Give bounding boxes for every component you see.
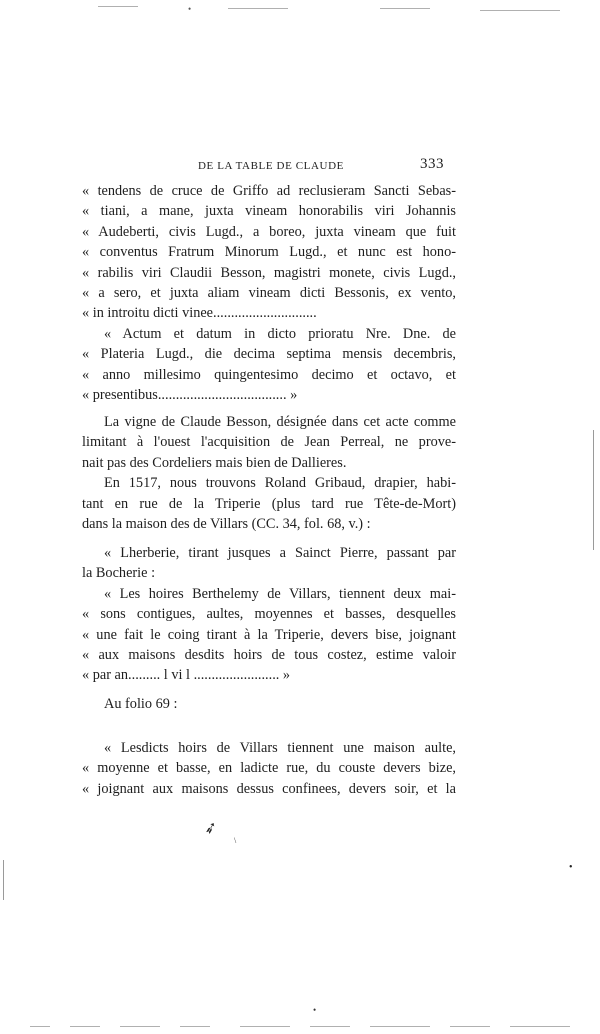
text-line: « a sero, et juxta aliam vineam dicti Bessonis, ex vento, (82, 284, 456, 301)
page-edge-line (593, 430, 594, 550)
text-line: « par an......... l vi l ........................ » (82, 667, 291, 684)
text-line: « Plateria Lugd., die decima septima mensis decembris, (82, 346, 456, 363)
text-line: « sons contigues, aultes, moyennes et basses, desquelles (82, 606, 456, 623)
bottom-rule-fragment (120, 1026, 160, 1027)
top-rule-fragment (98, 6, 138, 7)
bottom-rule-fragment (180, 1026, 210, 1027)
text-line: « joignant aux maisons dessus confinees, devers soir, et la (82, 780, 456, 797)
page-edge-line (3, 860, 4, 900)
page-number: 333 (420, 156, 444, 172)
text-line: « Lesdicts hoirs de Villars tiennent une maison aulte, (104, 740, 456, 756)
text-line: « Audeberti, civis Lugd., a boreo, juxta vineam que fuit (82, 223, 456, 240)
speck-mark: • (569, 862, 573, 873)
text-line: nait pas des Cordeliers mais bien de Dallieres. (82, 454, 347, 471)
text-line: « moyenne et basse, en ladicte rue, du couste devers bize, (82, 760, 456, 777)
text-line: la Bocherie : (82, 565, 156, 582)
text-line: « anno millesimo quingentesimo decimo et octavo, et (82, 366, 456, 383)
text-line: dans la maison des de Villars (CC. 34, fol. 68, v.) : (82, 515, 371, 532)
bottom-rule-fragment (70, 1026, 100, 1027)
register-quotation (82, 543, 456, 686)
text-line: La vigne de Claude Besson, désignée dans cet acte comme (104, 414, 456, 430)
bottom-rule-fragment (510, 1026, 570, 1027)
bottom-rule-fragment (370, 1026, 430, 1027)
text-line: « aux maisons desdits hoirs de tous costez, estime valoir (82, 646, 456, 663)
text-line: « in introitu dicti vinee............................. (82, 305, 317, 322)
charter-quotation (82, 181, 456, 405)
top-rule-fragment (480, 10, 560, 11)
text-line: « tiani, a mane, juxta vineam honorabilis viri Johannis (82, 203, 456, 220)
speck-mark: • (313, 1005, 317, 1015)
folio-reference (82, 694, 456, 714)
running-title: DE LA TABLE DE CLAUDE (198, 160, 344, 172)
text-line: « tendens de cruce de Griffo ad reclusieram Sancti Sebas- (82, 183, 456, 199)
speck-mark: \ (234, 836, 237, 845)
speck-mark: • (188, 4, 192, 14)
final-quotation (82, 738, 456, 799)
bottom-rule-fragment (240, 1026, 290, 1027)
text-line: En 1517, nous trouvons Roland Gribaud, drapier, habi- (104, 475, 456, 492)
text-line: « conventus Fratrum Minorum Lugd., et nunc est hono- (82, 244, 456, 261)
text-line: « presentibus.................................... » (82, 386, 298, 403)
text-line: tant en rue de la Triperie (plus tard rue Tête-de-Mort) (82, 495, 456, 512)
top-rule-fragment (228, 8, 288, 9)
text-line: « Actum et datum in dicto prioratu Nre. Dne. de (104, 325, 456, 342)
bottom-rule-fragment (450, 1026, 490, 1027)
text-line: Au folio 69 : (104, 696, 178, 712)
text-line: « Lherberie, tirant jusques a Sainct Pierre, passant par (104, 545, 456, 561)
bottom-rule-fragment (30, 1026, 50, 1027)
ink-blot-mark: ➶ (202, 818, 220, 839)
top-rule-fragment (380, 8, 430, 9)
text-line: « Les hoires Berthelemy de Villars, tiennent deux mai- (104, 585, 456, 602)
running-header (90, 154, 450, 178)
bottom-rule-fragment (310, 1026, 350, 1027)
text-line: « rabilis viri Claudii Besson, magistri monete, civis Lugd., (82, 264, 456, 281)
text-line: limitant à l'ouest l'acquisition de Jean Perreal, ne prove- (82, 434, 456, 451)
commentary-paragraph (82, 412, 456, 534)
text-line: « une fait le coing tirant à la Triperie, devers bise, joignant (82, 626, 456, 643)
